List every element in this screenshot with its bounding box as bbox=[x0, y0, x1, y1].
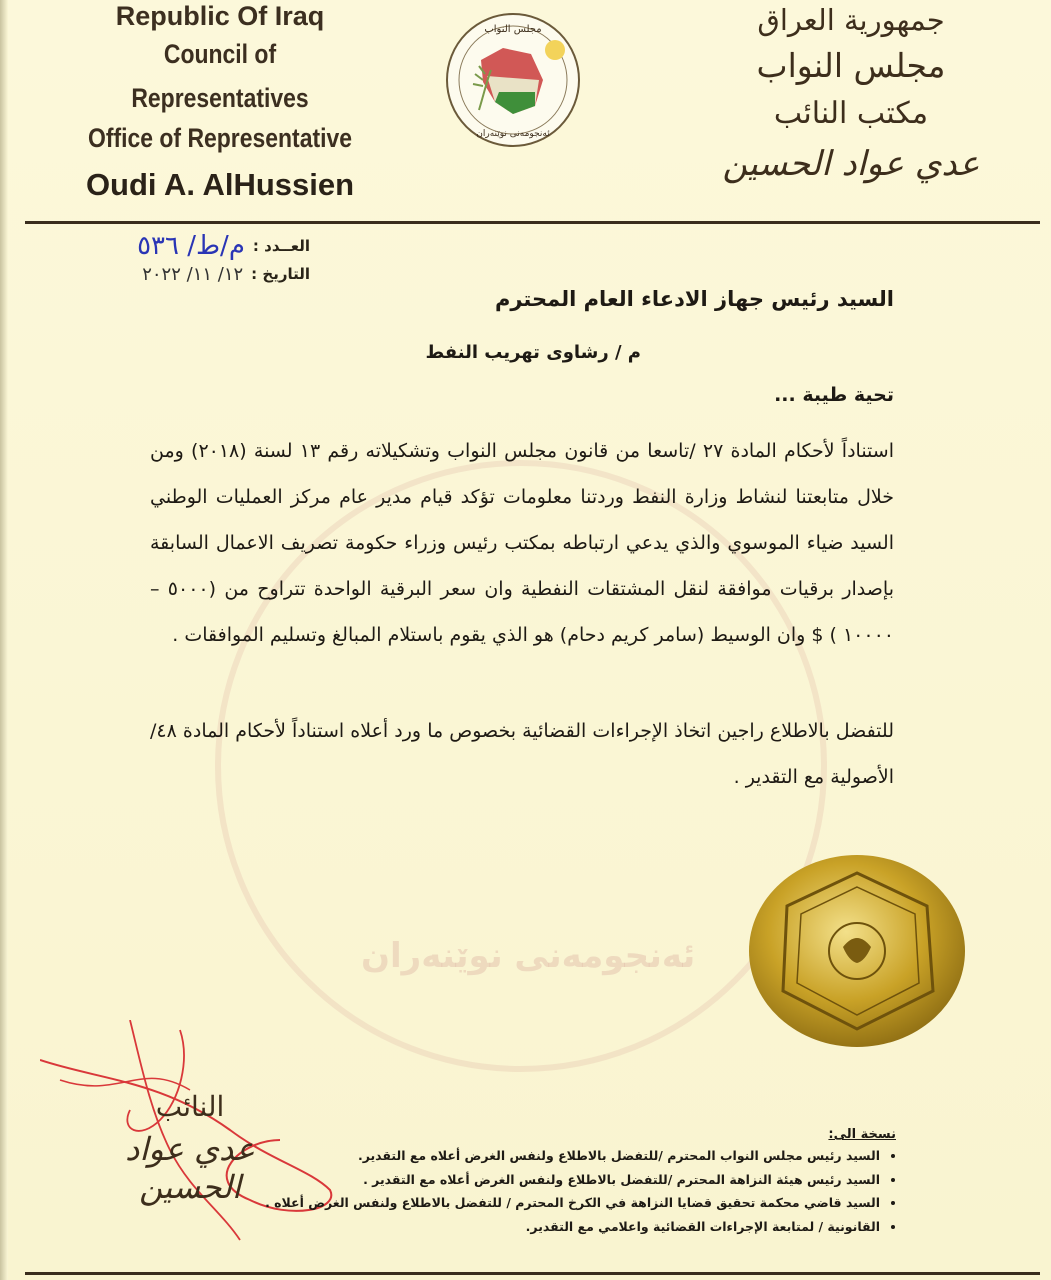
office-label: Office of Representative bbox=[87, 123, 353, 153]
english-letterhead bbox=[55, 0, 385, 214]
copy-recipient: • السيد رئيس مجلس النواب المحترم /للتفضل بالاطلاع ولنفس الغرض أعلاه مع التقدير. bbox=[300, 1144, 880, 1168]
addressee: السيد رئيس جهاز الادعاء العام المحترم bbox=[494, 287, 894, 311]
watermark-text: ئەنجومەنی نوێنەران bbox=[361, 936, 696, 976]
representative-name: Oudi A. AlHussien bbox=[85, 167, 355, 202]
greeting: تحية طيبة ... bbox=[774, 384, 894, 406]
copies-list bbox=[265, 1127, 896, 1238]
date-label: التاريخ : bbox=[251, 265, 310, 283]
logo-bottom-text: ئەنجومەنی نوێنەران bbox=[476, 129, 550, 139]
reference-number-row bbox=[40, 232, 310, 260]
arabic-letterhead bbox=[721, 0, 981, 192]
date-value: ١٢/ ١١/ ٢٠٢٢ bbox=[142, 263, 244, 285]
number-label: العــدد : bbox=[252, 237, 310, 255]
gold-seal-icon bbox=[747, 851, 967, 1051]
signatory-name: عدي عواد الحسين bbox=[125, 1130, 255, 1206]
republic-label-ar: جمهورية العراق bbox=[757, 3, 945, 37]
date-row bbox=[40, 260, 310, 288]
body-paragraph-2: للتفضل بالاطلاع راجين اتخاذ الإجراءات القضائية بخصوص ما ورد أعلاه استناداً لأحكام المادة ٤٨/الأصولية مع التقدير . bbox=[150, 720, 894, 788]
copy-recipient: • السيد قاضي محكمة تحقيق قضايا النزاهة في الكرخ المحترم / للتفضل بالاطلاع ولنفس الغرض أعلاه . bbox=[300, 1191, 880, 1215]
subject-line: م / رشاوى تهريب النفط bbox=[425, 342, 641, 363]
header-divider bbox=[25, 221, 1040, 224]
signatory-title: النائب bbox=[155, 1090, 225, 1123]
representative-name-ar: عدي عواد الحسين bbox=[722, 144, 980, 184]
logo-top-text: مجلس النواب bbox=[484, 24, 542, 35]
page-edge-shadow bbox=[0, 0, 8, 1280]
council-label: Council of Representatives bbox=[131, 39, 309, 113]
council-label-ar: مجلس النواب bbox=[756, 46, 946, 85]
council-logo-icon bbox=[443, 10, 583, 150]
copy-recipient: • القانونية / لمتابعة الإجراءات القضائية واعلامي مع التقدير. bbox=[300, 1215, 880, 1239]
number-value: م/ط/ ٥٣٦ bbox=[137, 231, 245, 261]
body-paragraph-1: استناداً لأحكام المادة ٢٧ /تاسعا من قانون مجلس النواب وتشكيلاته رقم ١٣ لسنة (٢٠١٨) ومن خلال متابعتنا لنشاط وزارة النفط وردتنا معلومات تؤكد قيام مدير عام مركز العمليات الوطني السيد ضياء الموسوي والذي يدعي ارتباطه بمكتب رئيس وزراء حكومة تصريف الاعمال السابقة بإصدار برقيات موافقة لنقل المشتقات النفطية وان سعر البرقية الواحدة تتراوح من (٥٠٠٠ – ١٠٠٠٠ ) $ وان الوسيط (سامر كريم دحام) هو الذي يقوم باستلام المبالغ وتسليم الموافقات . bbox=[150, 440, 894, 646]
copy-recipient: • السيد رئيس هيئة النزاهة المحترم /للتفضل بالاطلاع ولنفس الغرض أعلاه مع التقدير . bbox=[300, 1168, 880, 1192]
republic-label: Republic Of Iraq bbox=[115, 1, 325, 31]
reference-block bbox=[40, 232, 310, 288]
office-label-ar: مكتب النائب bbox=[773, 96, 929, 131]
copies-heading: نسخة الى: bbox=[828, 1127, 896, 1142]
footer-divider bbox=[25, 1272, 1040, 1275]
